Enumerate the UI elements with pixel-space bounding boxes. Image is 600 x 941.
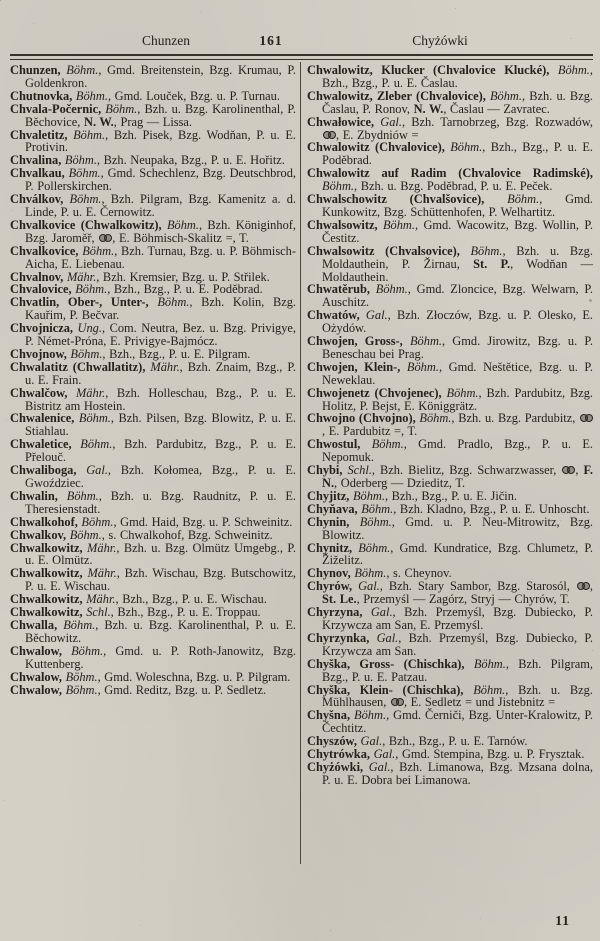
- entry-text: , Bzh. u. Bzg. Mühlhausen,: [322, 682, 593, 710]
- gazetteer-entry: [10, 245, 296, 271]
- gazetteer-entry: [307, 283, 593, 309]
- entry-text: , Bzh. Pisek, Bzg. Wodňan, P. u. E. Protivin.: [25, 127, 297, 155]
- entry-headword: Chwatów,: [307, 308, 366, 323]
- posthorn-icon: [576, 582, 590, 590]
- entry-region-abbrev: Böhm.: [473, 682, 506, 697]
- entry-text: , Com. Neutra, Bez. u. Bzg. Privigye, P. Német-Próna, E. Privigye-Bajmócz.: [25, 321, 296, 349]
- gazetteer-entry: [307, 219, 593, 245]
- entry-region-abbrev: Böhm.: [69, 192, 102, 207]
- entry-text: , Bzh. u. Bzg. Karolinenthal, P. u. E. Běchowitz.: [25, 617, 297, 645]
- entry-text: , Gmd. Breitenstein, Bzg. Krumau, P. Goldenkron.: [25, 63, 296, 90]
- gazetteer-entry: [307, 90, 593, 116]
- entry-region-abbrev: Böhm.: [473, 656, 506, 671]
- gazetteer-entry: [307, 658, 593, 684]
- entry-headword: Chwojen, Gross-,: [307, 334, 410, 349]
- entry-region-abbrev: Böhm.: [80, 437, 113, 452]
- entry-text: , Bzh. Pilsen, Bzg. Blowitz, P. u. E. Stiahlau.: [25, 411, 296, 439]
- entry-headword: Chwojen, Klein-,: [307, 359, 407, 374]
- signature-number: 11: [555, 913, 570, 928]
- entry-text: , Bzh., Bzg., P. u. E. Časlau.: [322, 63, 593, 90]
- entry-headword: Chwalowitz (Chvalovice),: [307, 140, 451, 155]
- gazetteer-entry: [10, 219, 296, 245]
- running-head: [0, 33, 600, 51]
- gazetteer-entry: [10, 167, 296, 193]
- entry-headword: Chwaliboga,: [10, 463, 87, 478]
- entry-text: , Bzh. Stary Sambor, Bzg. Starosól,: [379, 579, 576, 594]
- entry-headword: Chwalkov,: [10, 527, 70, 542]
- entry-region-abbrev: Böhm.: [382, 217, 415, 232]
- entry-headword: Chvojnow,: [10, 346, 71, 361]
- entry-region-abbrev: Böhm.: [406, 359, 439, 374]
- entry-headword: Chvojnicza,: [10, 321, 78, 336]
- entry-region-abbrev: Mähr.: [87, 540, 117, 555]
- entry-text: , Bzh. Kołomea, Bzg., P. u. E. Gwoździec.: [25, 463, 296, 490]
- entry-headword: Chyrzynka,: [307, 630, 377, 645]
- entry-region-abbrev: Gal.: [373, 747, 396, 762]
- entry-text: , Gmd. Černiči, Bzg. Unter-Kralowitz, P. Čechtitz.: [322, 708, 594, 736]
- entry-headword: Chwalla,: [10, 617, 64, 632]
- entry-headword: Chvaletitz,: [10, 127, 74, 142]
- entry-text: , E. Böhmisch-Skalitz =, T.: [112, 230, 249, 245]
- posthorn-icon: [390, 698, 404, 706]
- posthorn-icon: [561, 466, 575, 474]
- entry-text: , Bzh. Przemyśl, Bzg. Dubiecko, P. Krzywcza am San.: [322, 630, 594, 658]
- entry-headword: Chvatlin, Ober-, Unter-,: [10, 295, 158, 310]
- gazetteer-entry: [307, 167, 593, 193]
- entry-region-abbrev: Böhm.: [64, 153, 97, 168]
- entry-region-abbrev: Böhm.: [78, 411, 111, 426]
- entry-text: , Gmd. Kundratice, Bzg. Chlumetz, P. Žiželitz.: [322, 540, 593, 568]
- entry-headword: Chyrzyna,: [307, 605, 371, 620]
- entry-region-abbrev: Gal.: [368, 759, 391, 774]
- entry-region-abbrev: Böhm.: [507, 192, 540, 207]
- entry-headword: F. N.: [322, 463, 593, 490]
- entry-text: ,: [575, 463, 584, 478]
- entry-headword: St. Le.: [322, 592, 357, 607]
- running-head-right-keyword: Chyżówki: [412, 33, 468, 48]
- entry-headword: Chwostul,: [307, 437, 372, 452]
- entry-text: , Bzh., Bzg., P. u. E. Poděbrad.: [322, 140, 593, 168]
- entry-region-abbrev: Böhm.: [65, 669, 98, 684]
- entry-text: , E. Sedletz = und Jistebnitz =: [403, 695, 556, 710]
- gazetteer-entry: [307, 412, 593, 438]
- entry-headword: Chwalschowitz (Chvalšovice),: [307, 192, 508, 207]
- gazetteer-entry: [10, 361, 296, 387]
- entry-headword: Chwalowitz, Zleber (Chvalovice),: [307, 88, 490, 103]
- entry-text: , Bzh. Tarnobrzeg, Bzg. Rozwadów,: [401, 114, 593, 129]
- header-double-rule: [10, 54, 593, 60]
- entry-region-abbrev: Böhm.: [489, 88, 522, 103]
- right-column: [307, 64, 593, 787]
- entry-region-abbrev: Böhm.: [450, 140, 483, 155]
- entry-text: , Bzh. Pardubitz, Bzg. Holitz, P. Bejst, E. Königgrätz.: [322, 385, 594, 413]
- entry-text: , Oderberg — Dzieditz, T.: [334, 476, 466, 490]
- entry-headword: Chvala-Počernic,: [10, 101, 106, 116]
- entry-text: , Bzh. Bielitz, Bzg. Schwarzwasser,: [371, 463, 562, 478]
- entry-text: , Bzh., Bzg., P. u. E. Wischau.: [115, 592, 267, 607]
- entry-text: , Gmd. u. P. Neu-Mitrowitz, Bzg. Blowitz.: [322, 514, 593, 542]
- gazetteer-entry: [307, 116, 593, 142]
- entry-headword: Chwalsowitz,: [307, 217, 383, 232]
- entry-headword: Chwalow,: [10, 682, 66, 697]
- entry-text: , Bzh. Kremsier, Bzg. u. P. Střilek.: [96, 269, 270, 284]
- entry-text: , Bzh. Kolin, Bzg. Kauřim, P. Bečvar.: [25, 295, 297, 323]
- entry-text: , Gmd. Schechlenz, Bzg. Deutschbrod, P. Pollerskirchen.: [25, 166, 296, 194]
- entry-region-abbrev: Böhm.: [82, 243, 115, 258]
- entry-region-abbrev: Mähr.: [66, 269, 97, 284]
- entry-headword: Chwałowice,: [307, 114, 381, 129]
- posthorn-icon: [322, 131, 336, 139]
- running-head-page-number: 161: [259, 33, 283, 48]
- entry-region-abbrev: Böhm.: [105, 101, 138, 116]
- entry-headword: Chwaletice,: [10, 437, 81, 452]
- entry-headword: Chyška, Gross- (Chischka),: [307, 656, 474, 671]
- entry-region-abbrev: Schl.: [86, 605, 111, 620]
- gazetteer-entry: [307, 245, 593, 284]
- entry-region-abbrev: Gal.: [380, 114, 402, 129]
- entry-region-abbrev: Böhm.: [73, 127, 106, 142]
- entry-region-abbrev: Böhm.: [69, 527, 102, 542]
- entry-headword: Chwalenice,: [10, 411, 79, 426]
- entry-region-abbrev: Böhm.: [371, 437, 404, 452]
- entry-text: , Gmd. Neštětice, Bzg. u. P. Neweklau.: [322, 359, 594, 387]
- entry-region-abbrev: Gal.: [86, 463, 108, 478]
- entry-text: , Bzh. Kladno, Bzg., P. u. E. Unhoscht.: [393, 501, 590, 516]
- gazetteer-entry: [10, 387, 296, 413]
- entry-headword: Chytrówka,: [307, 747, 374, 762]
- gazetteer-entry: [307, 193, 593, 219]
- entry-text: , E. Zbydniów =: [336, 127, 419, 142]
- entry-region-abbrev: Mähr.: [150, 359, 180, 374]
- entry-region-abbrev: Böhm.: [446, 385, 479, 400]
- entry-text: , Bzh. Königinhof, Bzg. Jaroměř,: [25, 217, 296, 245]
- entry-headword: Chutnovka,: [10, 88, 76, 103]
- gazetteer-entry: [307, 632, 593, 658]
- entry-text: , Bzh., Bzg., P. u. E. Jičin.: [384, 488, 518, 503]
- entry-headword: Chvalkau,: [10, 166, 69, 181]
- entry-region-abbrev: Böhm.: [409, 334, 442, 349]
- entry-headword: Chyrów,: [307, 579, 359, 594]
- entry-text: , s. Cheynov.: [386, 566, 452, 581]
- entry-text: , Wodňan — Moldauthein.: [322, 256, 593, 284]
- entry-text: , Bzh. u. Bzg. Olmütz Umgebg., P. u. E. Olmütz.: [25, 540, 296, 568]
- entry-headword: Chyżówki,: [307, 759, 369, 774]
- entry-headword: Chvalina,: [10, 153, 65, 168]
- gazetteer-entry: [307, 709, 593, 735]
- entry-headword: Chyška, Klein- (Chischka),: [307, 682, 474, 697]
- entry-region-abbrev: Böhm.: [361, 501, 394, 516]
- entry-region-abbrev: Böhm.: [322, 179, 355, 194]
- entry-region-abbrev: Böhm.: [354, 566, 387, 581]
- entry-headword: N. W.: [413, 101, 444, 116]
- entry-text: , Bzh., Bzg., P. u. E. Troppau.: [110, 605, 261, 620]
- entry-text: , Gmd. Stempina, Bzg. u. P. Frysztak.: [395, 747, 585, 762]
- entry-headword: Chyšna,: [307, 708, 355, 723]
- gazetteer-entry: [307, 606, 593, 632]
- entry-text: , Gmd. Wacowitz, Bzg. Wollin, P. Čestitz.: [322, 217, 593, 245]
- gazetteer-entry: [10, 567, 296, 593]
- entry-text: ,: [589, 579, 593, 594]
- entry-headword: Chwatěrub,: [307, 282, 376, 297]
- entry-headword: Chwalčow,: [10, 385, 76, 400]
- gazetteer-entry: [10, 645, 296, 671]
- entry-text: , Bzh. Przemyśl, Bzg. Dubiecko, P. Krzywcza am San, E. Przemyśl.: [322, 605, 594, 632]
- gazetteer-entry: [10, 193, 296, 219]
- entry-headword: Chwalin,: [10, 488, 67, 503]
- entry-text: , Bzh. Holleschau, Bzg., P. u. E. Bistritz am Hostein.: [25, 385, 296, 413]
- entry-text: , Bzh., Bzg., P. u. E. Tarnów.: [382, 734, 528, 749]
- entry-headword: Chybi,: [307, 463, 348, 478]
- entry-region-abbrev: Mähr.: [86, 592, 116, 607]
- entry-text: , Gmd. Zloncice, Bzg. Welwarn, P. Auschitz.: [322, 282, 593, 310]
- entry-region-abbrev: Böhm.: [75, 282, 108, 297]
- gazetteer-entry: [10, 684, 296, 697]
- entry-headword: Chwalkowitz,: [10, 566, 88, 581]
- gazetteer-entry: [307, 516, 593, 542]
- gazetteer-entry: [307, 387, 593, 413]
- entry-headword: Chwalowitz auf Radim (Chvalovice Radimské),: [307, 166, 593, 181]
- gazetteer-entry: [307, 464, 593, 490]
- entry-text: , Bzh., Bzg., P. u. E. Poděbrad.: [107, 282, 263, 297]
- entry-text: , Prag — Lissa.: [113, 114, 193, 129]
- entry-text: , Bzh. u. Bzg. Karolinenthal, P. Běchovice,: [25, 101, 296, 129]
- entry-text: , Bzh. u. Bzg. Časlau, P. Ronov,: [322, 88, 593, 116]
- entry-text: , Bzh. u. Bzg. Pardubitz,: [451, 411, 579, 426]
- entry-text: , Bzh. Wischau, Bzg. Butschowitz, P. u. E. Wischau.: [25, 566, 296, 594]
- gazetteer-entry: [307, 64, 593, 90]
- entry-region-abbrev: Böhm.: [352, 488, 385, 503]
- entry-region-abbrev: Ung.: [77, 321, 102, 336]
- entry-text: , Bzh. Pilgram, Bzg. Kamenitz a. d. Linde, P. u. E. Černowitz.: [25, 192, 296, 219]
- entry-headword: Chynitz,: [307, 540, 359, 555]
- running-head-left-keyword: Chunzen: [142, 33, 190, 48]
- gazetteer-entry: [307, 361, 593, 387]
- entry-text: , Gmd. Kunkowitz, Bzg. Schüttenhofen, P. Welhartitz.: [322, 192, 593, 219]
- entry-region-abbrev: Böhm.: [375, 282, 408, 297]
- entry-text: , Bzh. Limanowa, Bzg. Mzsana dolna, P. u. E. Dobra bei Limanowa.: [322, 759, 593, 787]
- entry-region-abbrev: Böhm.: [63, 617, 96, 632]
- entry-region-abbrev: Böhm.: [68, 166, 101, 181]
- entry-region-abbrev: Böhm.: [66, 63, 99, 77]
- entry-region-abbrev: Gal.: [358, 579, 380, 594]
- gazetteer-entry: [307, 309, 593, 335]
- gazetteer-entry: [307, 580, 593, 606]
- entry-text: , Bzh. u. Bzg. Poděbrad, P. u. E. Peček.: [354, 179, 553, 194]
- entry-text: , Gmd. Woleschna, Bzg. u. P. Pilgram.: [97, 669, 291, 684]
- entry-region-abbrev: Schl.: [347, 463, 372, 478]
- entry-headword: Chwalow,: [10, 643, 72, 658]
- entry-headword: Chyjitz,: [307, 488, 353, 503]
- column-divider-rule: [300, 62, 301, 864]
- entry-region-abbrev: Böhm.: [470, 243, 503, 258]
- entry-region-abbrev: Mähr.: [75, 385, 106, 400]
- entry-text: , Gmd. Louček, Bzg. u. P. Turnau.: [107, 88, 280, 103]
- entry-region-abbrev: Böhm.: [81, 514, 114, 529]
- entry-headword: Chwalkowitz,: [10, 592, 87, 607]
- entry-text: , Bzh. Złoczów, Bzg. u. P. Olesko, E. Ożydów.: [322, 308, 594, 336]
- gazetteer-entry: [10, 412, 296, 438]
- entry-region-abbrev: Böhm.: [157, 295, 190, 310]
- entry-headword: Chwalow,: [10, 669, 66, 684]
- gazetteer-entry: [10, 438, 296, 464]
- entry-headword: Chvalkovice (Chwalkowitz),: [10, 217, 167, 232]
- entry-headword: Chwalkohof,: [10, 514, 82, 529]
- entry-region-abbrev: Böhm.: [75, 88, 108, 103]
- entry-headword: Chvalnov,: [10, 269, 67, 284]
- entry-headword: Chynov,: [307, 566, 355, 581]
- entry-text: , Bzh. Znaim, Bzg., P. u. E. Frain.: [25, 359, 296, 387]
- entry-region-abbrev: Böhm.: [358, 540, 391, 555]
- entry-region-abbrev: Böhm.: [166, 217, 199, 232]
- entry-text: , Gmd. Haid, Bzg. u. P. Schweinitz.: [113, 514, 293, 529]
- entry-text: , Časlau — Zavratec.: [443, 101, 550, 116]
- gazetteer-entry: [10, 464, 296, 490]
- entry-region-abbrev: Gal.: [365, 308, 388, 323]
- left-column: [10, 64, 296, 696]
- entry-region-abbrev: Gal.: [376, 630, 399, 645]
- entry-headword: Chwalkowitz,: [10, 540, 88, 555]
- entry-headword: Chvalkovice,: [10, 243, 83, 258]
- entry-text: , Gmd. Jirowitz, Bzg. u. P. Beneschau bei Prag.: [322, 334, 593, 361]
- entry-headword: Chynin,: [307, 514, 360, 529]
- gazetteer-entry: [10, 322, 296, 348]
- entry-headword: Chunzen,: [10, 63, 67, 77]
- entry-region-abbrev: Böhm.: [359, 514, 392, 529]
- entry-headword: N. W.: [84, 114, 114, 129]
- gazetteer-entry: [307, 684, 593, 710]
- entry-text: , Bzh. u. Bzg. Raudnitz, P. u. E. Theresienstadt.: [25, 488, 296, 516]
- entry-headword: Chvalovice,: [10, 282, 76, 297]
- entry-headword: Chwojno (Chvojno),: [307, 411, 420, 426]
- entry-text: , Bzh. u. Bzg. Moldauthein, P. Žirnau,: [322, 243, 593, 271]
- gazetteer-entry: [10, 542, 296, 568]
- entry-text: , Bzh. Turnau, Bzg. u. P. Böhmisch-Aicha, E. Liebenau.: [25, 243, 296, 271]
- gazetteer-entry: [307, 141, 593, 167]
- gazetteer-entry: [10, 64, 296, 90]
- entry-region-abbrev: Böhm.: [419, 411, 452, 426]
- entry-region-abbrev: Böhm.: [65, 682, 98, 697]
- entry-headword: Chwojenetz (Chvojenec),: [307, 385, 447, 400]
- entry-headword: Chválkov,: [10, 192, 70, 207]
- entry-headword: Chwalatitz (Chwallatitz),: [10, 359, 151, 374]
- entry-text: , s. Chwalkohof, Bzg. Schweinitz.: [101, 527, 273, 542]
- entry-region-abbrev: Böhm.: [71, 643, 104, 658]
- entry-text: , E. Pardubitz =, T.: [322, 424, 418, 439]
- gazetteer-entry: [10, 619, 296, 645]
- entry-region-abbrev: Böhm.: [70, 346, 103, 361]
- entry-region-abbrev: Böhm.: [354, 708, 387, 723]
- entry-text: , Bzh. Pardubitz, Bzg., P. u. E. Přelouč.: [25, 437, 296, 465]
- gazetteer-entry: [307, 761, 593, 787]
- entry-headword: Chwalsowitz (Chvalsovice),: [307, 243, 471, 258]
- entry-text: , Gmd. Pradlo, Bzg., P. u. E. Nepomuk.: [322, 437, 593, 465]
- posthorn-icon: [579, 414, 593, 422]
- entry-region-abbrev: Gal.: [360, 734, 383, 749]
- entry-text: , Gmd. Reditz, Bzg. u. P. Sedletz.: [97, 682, 267, 697]
- entry-text: , Bzh. Neupaka, Bzg., P. u. E. Hořitz.: [96, 153, 285, 168]
- entry-headword: Chwalkowitz,: [10, 605, 87, 620]
- gazetteer-entry: [10, 103, 296, 129]
- entry-region-abbrev: Mähr.: [87, 566, 117, 581]
- posthorn-icon: [98, 234, 112, 242]
- gazetteer-entry: [10, 490, 296, 516]
- gazetteer-entry: [307, 542, 593, 568]
- entry-text: , Przemyśl — Zagórz, Stryj — Chyrów, T.: [356, 592, 570, 607]
- gazetteer-entry: [10, 129, 296, 155]
- gazetteer-entry: [307, 438, 593, 464]
- entry-text: , Bzh., Bzg., P. u. E. Pilgram.: [102, 346, 251, 361]
- entry-headword: Chwalowitz, Klucker (Chvalovice Klucké),: [307, 63, 558, 77]
- entry-region-abbrev: Gal.: [370, 605, 393, 620]
- gazetteer-entry: [307, 335, 593, 361]
- entry-region-abbrev: Böhm.: [66, 488, 99, 503]
- entry-headword: Chyňava,: [307, 501, 362, 516]
- entry-headword: Chyszów,: [307, 734, 361, 749]
- entry-region-abbrev: Böhm.: [557, 63, 590, 77]
- entry-headword: St. P.: [473, 256, 511, 271]
- entry-text: , Bzh. Pilgram, Bzg., P. u. E. Patzau.: [322, 656, 593, 684]
- entry-text: , Gmd. u. P. Roth-Janowitz, Bzg. Kuttenberg.: [25, 643, 296, 671]
- gazetteer-entry: [10, 296, 296, 322]
- paper-speckles: [0, 0, 1, 1]
